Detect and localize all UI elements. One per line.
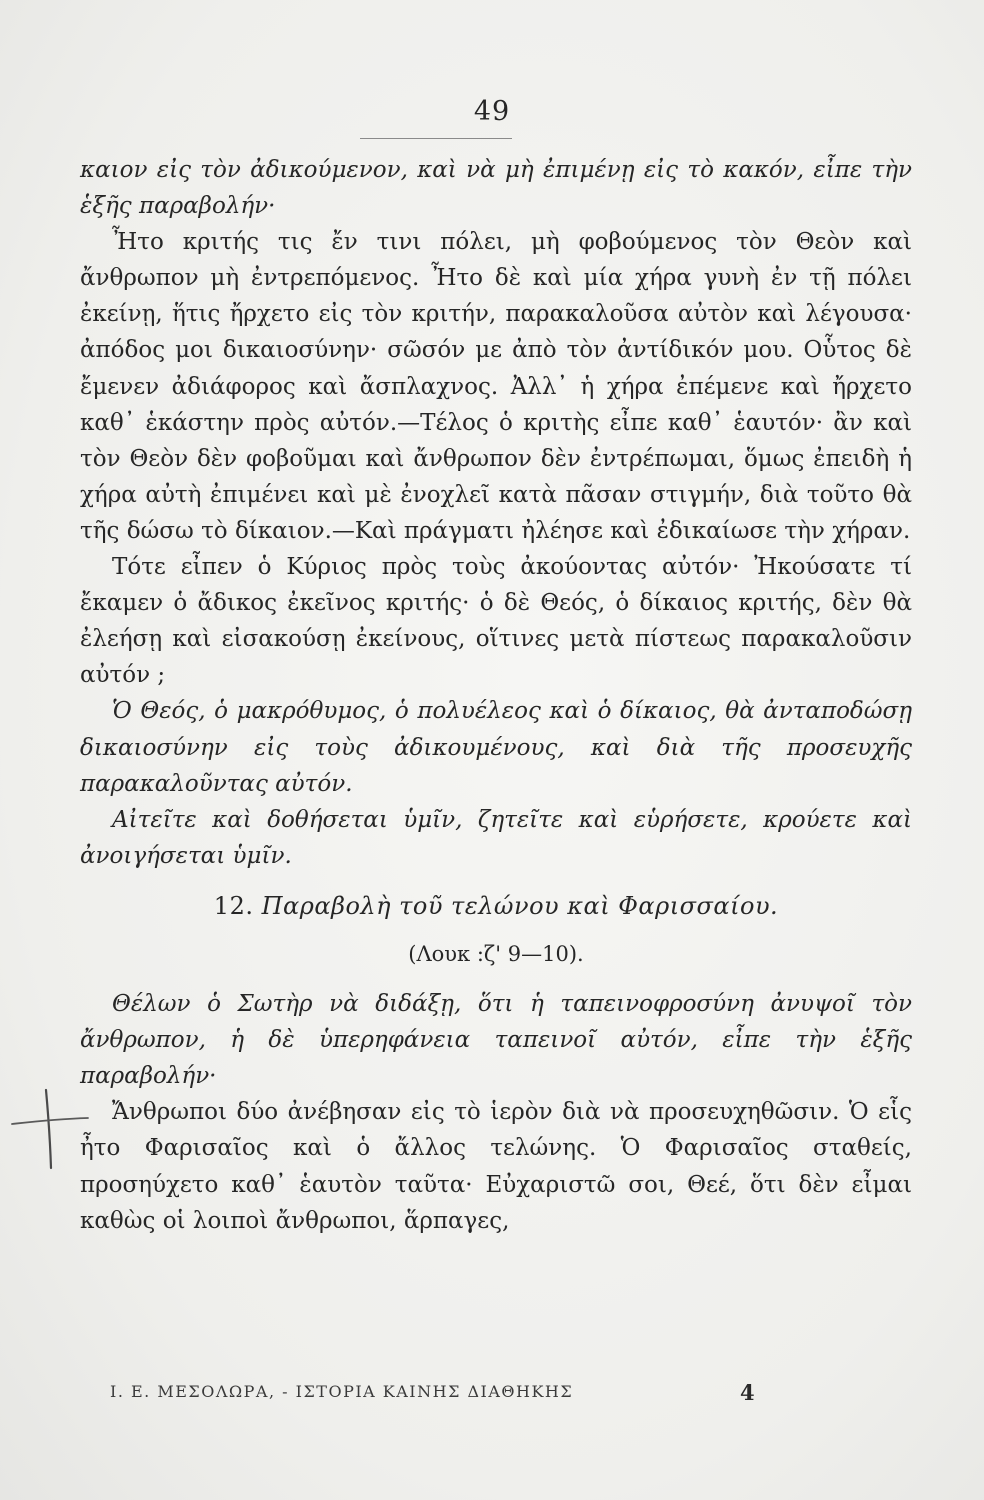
paragraph-lord-speaks: Τότε εἶπεν ὁ Κύριος πρὸς τοὺς ἀκούοντας αὐτόν· Ἠκούσατε τί ἔκαμεν ὁ ἄδικος ἐκεῖνος κριτής· ὁ δὲ Θεός, ὁ δίκαιος κριτής, δὲν θὰ ἐλεήσῃ καὶ εἰσακούσῃ ἐκείνους, οἵτινες μετὰ πίστεως παρακαλοῦσιν αὐτόν ; (80, 554, 912, 689)
section-title: Παραβολὴ τοῦ τελώνου καὶ Φαρισσαίου. (261, 891, 779, 920)
page-number: 49 (473, 96, 511, 127)
footer-author-title: Ι. Ε. ΜΕΣΟΛΩΡΑ, - ΙΣΤΟΡΙΑ ΚΑΙΝΗΣ ΔΙΑΘΗΚΗΣ (110, 1382, 574, 1401)
paragraph-two-men: Ἄνθρωποι δύο ἀνέβησαν εἰς τὸ ἱερὸν διὰ νὰ προσευχηθῶσιν. Ὁ εἷς ἦτο Φαρισαῖος καὶ ὁ ἄλλος τελώνης. Ὁ Φαρισαῖος σταθείς, προσηύχετο καθ᾽ ἑαυτὸν ταῦτα· Εὐχαριστῶ σοι, Θεέ, ὅτι δὲν εἶμαι καθὼς οἱ λοιποὶ ἄνθρωποι, ἅρπαγες, (80, 1099, 912, 1234)
paragraph-moral: Ὁ Θεός, ὁ μακρόθυμος, ὁ πολυέλεος καὶ ὁ δίκαιος, θὰ ἀνταποδώσῃ δικαιοσύνην εἰς τοὺς ἀδικουμένους, καὶ διὰ τῆς προσευχῆς παρακαλοῦντας αὐτόν. (80, 698, 912, 797)
body-text (80, 152, 912, 1239)
pen-cross-mark-icon (10, 1082, 90, 1172)
paragraph-intro-continuation: καιον εἰς τὸν ἀδικούμενον, καὶ νὰ μὴ ἐπιμένῃ εἰς τὸ κακόν, εἶπε τὴν ἑξῆς παραβολήν· (80, 157, 912, 220)
paragraph-humility-intro: Θέλων ὁ Σωτὴρ νὰ διδάξῃ, ὅτι ἡ ταπεινοφροσύνη ἀνυψοῖ τὸν ἄνθρωπον, ἡ δὲ ὑπερηφάνεια ταπεινοῖ αὐτόν, εἶπε τὴν ἑξῆς παραβολήν· (80, 991, 912, 1090)
section-number: 12. (213, 891, 254, 920)
paragraph-ask-and-given: Αἰτεῖτε καὶ δοθήσεται ὑμῖν, ζητεῖτε καὶ εὑρήσετε, κρούετε καὶ ἀνοιγήσεται ὑμῖν. (80, 806, 912, 869)
header-rule (360, 138, 512, 139)
signature-mark: 4 (740, 1380, 755, 1405)
paragraph-parable-judge: Ἦτο κριτής τις ἔν τινι πόλει, μὴ φοβούμενος τὸν Θεὸν καὶ ἄνθρωπον μὴ ἐντρεπόμενος. Ἦτο δὲ καὶ μία χήρα γυνὴ ἐν τῇ πόλει ἐκείνῃ, ἥτις ἤρχετο εἰς τὸν κριτήν, παρακαλοῦσα αὐτὸν καὶ λέγουσα· ἀπόδος μοι δικαιοσύνην· σῶσόν με ἀπὸ τὸν ἀντίδικόν μου. Οὗτος δὲ ἔμενεν ἀδιάφορος καὶ ἄσπλαχνος. Ἀλλ᾽ ἡ χήρα ἐπέμενε καὶ ἤρχετο καθ᾽ ἑκάστην πρὸς αὐτόν.—Τέλος ὁ κριτὴς εἶπε καθ᾽ ἑαυτόν· ἂν καὶ τὸν Θεὸν δὲν φοβοῦμαι καὶ ἄνθρωπον δὲν ἐντρέπωμαι, ὅμως ἐπειδὴ ἡ χήρα αὐτὴ ἐπιμένει καὶ μὲ ἐνοχλεῖ κατὰ πᾶσαν στιγμήν, διὰ τοῦτο θὰ τῆς δώσω τὸ δίκαιον.—Καὶ πράγματι ἠλέησε καὶ ἐδικαίωσε τὴν χήραν. (80, 229, 912, 544)
section-heading (80, 888, 912, 924)
scripture-reference: (Λουκ :ζ' 9—10). (408, 941, 584, 966)
